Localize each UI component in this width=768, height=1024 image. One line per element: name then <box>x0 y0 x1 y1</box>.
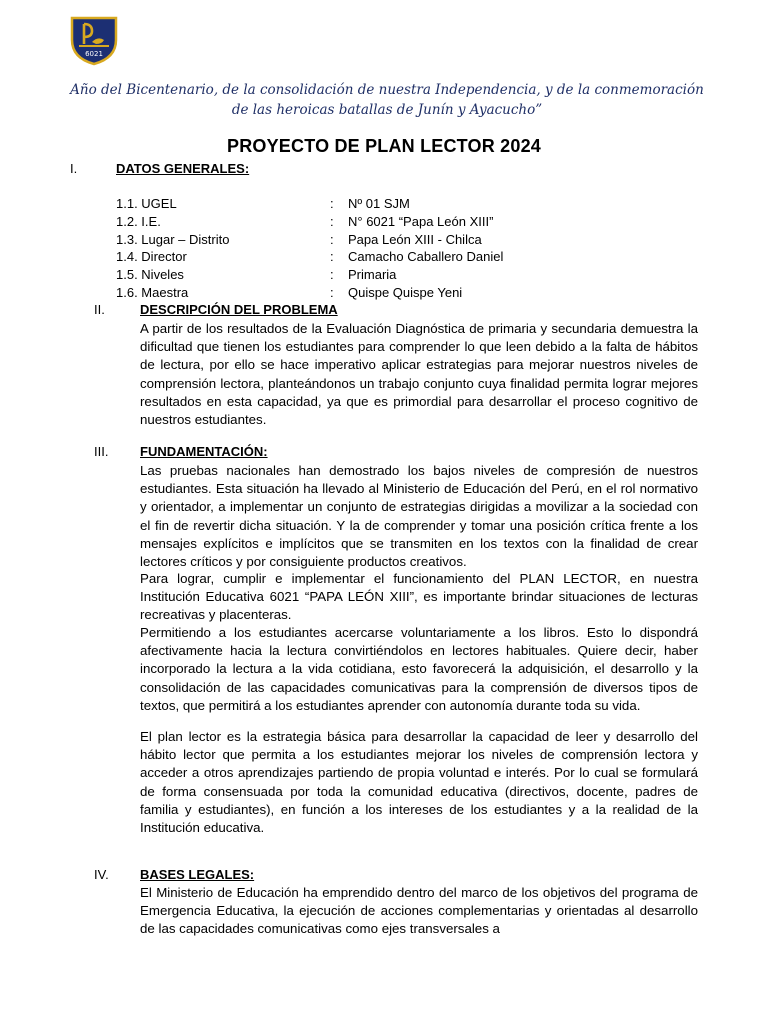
row-separator: : <box>330 196 334 211</box>
data-row-lugar-distrito <box>116 231 716 249</box>
data-row-ugel <box>116 195 716 213</box>
section-3-paragraph-4: El plan lector es la estrategia básica para desarrollar la capacidad de leer y desarrollo del hábito lector que permita a los estudiantes mejorar los niveles de comprensión lectora y acceder a otros aprendizajes partiendo de propia voluntad e interés. Por lo cual se formulará de forma consensuada por toda la comunidad educativa (directivos, docente, padres de familia y estudiantes), en función a los intereses de los estudiantes y a la realidad de la Institución educativa. <box>140 729 698 836</box>
section-3-paragraph-1: Las pruebas nacionales han demostrado los bajos niveles de compresión de nuestros estudiantes. Esta situación ha llevado al Ministerio de Educación del Perú, en el rol normativo y orientador, a implementar un conjunto de estrategias dirigidas a movilizar a la sociedad con el fin de revertir dicha situación. Y la de comprender y tomar una posición crítica frente a los mensajes explícitos e implícitos que se transmiten en los textos con la finalidad de crear lectores críticos y por consiguiente productos creativos. <box>140 463 698 570</box>
motto-line-2: de las heroicas batallas de Junín y Ayacucho” <box>231 102 543 118</box>
section-4-number: IV. <box>94 867 109 882</box>
row-value: Nº 01 SJM <box>348 196 410 211</box>
row-value: Papa León XIII - Chilca <box>348 232 482 247</box>
row-separator: : <box>330 285 334 300</box>
row-label: 1.2. I.E. <box>116 214 161 229</box>
section-4-paragraph: El Ministerio de Educación ha emprendido dentro del marco de los objetivos del programa de Emergencia Educativa, la ejecución de acciones complementarias y orientadas al desarrollo de las capacidades comunicativas como ejes transversales a <box>140 885 698 937</box>
document-title: PROYECTO DE PLAN LECTOR 2024 <box>226 136 541 156</box>
section-2-number: II. <box>94 302 105 317</box>
section-1-heading: DATOS GENERALES: <box>116 161 250 176</box>
data-row-maestra <box>116 284 716 302</box>
row-separator: : <box>330 267 334 282</box>
data-row-director <box>116 248 716 266</box>
section-3-paragraph-2: Para lograr, cumplir e implementar el funcionamiento del PLAN LECTOR, en nuestra Institución Educativa 6021 “PAPA LEÓN XIII”, es importante brindar situaciones de lecturas recreativas y placenteras. <box>140 571 698 623</box>
row-label: 1.3. Lugar – Distrito <box>116 232 230 247</box>
data-row-niveles <box>116 266 716 284</box>
section-4-heading: BASES LEGALES: <box>140 867 255 882</box>
row-value: N° 6021 “Papa León XIII” <box>348 214 494 229</box>
section-2-paragraph: A partir de los resultados de la Evaluación Diagnóstica de primaria y secundaria demuestra la dificultad que tienen los estudiantes para comprender lo que leen debido a la falta de hábitos de lectura, por ello se hace imperativo aplicar estrategias para mejorar nuestros niveles de comprensión lectora, planteándonos un trabajo conjunto cuya finalidad permita lograr mejores resultados en esta capacidad, ya que es primordial para desarrollar el proceso cognitivo de nuestros estudiantes. <box>140 321 698 428</box>
data-row-ie <box>116 213 716 231</box>
section-3-paragraph-3: Permitiendo a los estudiantes acercarse voluntariamente a los libros. Esto lo dispondrá afectivamente hacia la lectura convirtiéndolos en lectores habituales. Quiere decir, haber incorporado la lectura a la vida cotidiana, esto favorecerá la adquisición, el desarrollo y la consolidación de las capacidades comunicativas para la comprensión de diversos tipos de textos, que permitirá a los estudiantes aprender con autonomía durante toda su vida. <box>140 625 698 713</box>
row-label: 1.4. Director <box>116 249 187 264</box>
row-label: 1.5. Niveles <box>116 267 184 282</box>
row-value: Quispe Quispe Yeni <box>348 285 463 300</box>
section-1-number: I. <box>70 161 78 176</box>
row-separator: : <box>330 232 334 247</box>
row-value: Primaria <box>348 267 397 282</box>
crest-number: 6021 <box>85 50 103 58</box>
section-3-heading: FUNDAMENTACIÓN: <box>140 444 268 459</box>
row-separator: : <box>330 214 334 229</box>
row-label: 1.1. UGEL <box>116 196 177 211</box>
section-3-number: III. <box>94 444 109 459</box>
motto-line-1: Año del Bicentenario, de la consolidación de nuestra Independencia, y de la conmemoración <box>70 82 704 98</box>
row-separator: : <box>330 249 334 264</box>
row-label: 1.6. Maestra <box>116 285 189 300</box>
section-2-heading: DESCRIPCIÓN DEL PROBLEMA <box>140 302 338 317</box>
school-crest-logo <box>66 14 122 66</box>
row-value: Camacho Caballero Daniel <box>348 249 504 264</box>
